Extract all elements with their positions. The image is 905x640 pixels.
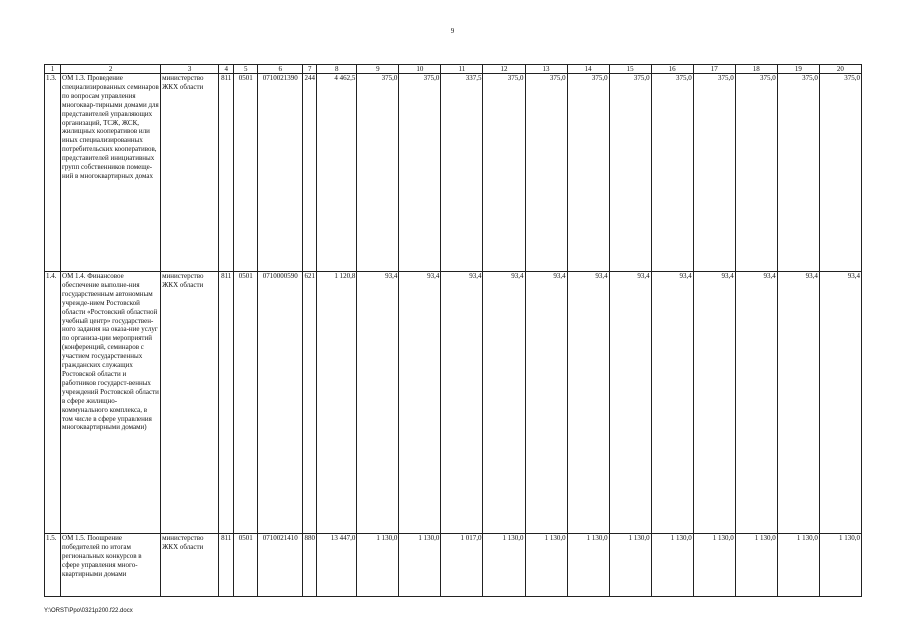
column-number: 10 [399,65,441,74]
activity-name: ОМ 1.3. Проведение специализированных семинаров по вопросам управления многоквар-тирными домами для представителей управляющих организаций, ТСЖ, ЖСК, жилищных кооперативов или иных специализированных потребительских кооперативов, представителей инициативных групп собственников помеще-ний в многоквартирных домах [61,74,161,272]
year-amount: 1 130,0 [735,534,777,597]
total-amount: 1 120,8 [317,272,357,534]
csr-code: 0710021410 [258,534,303,597]
csr-code: 0710021390 [258,74,303,272]
column-number: 12 [483,65,525,74]
column-number: 19 [777,65,819,74]
column-number: 2 [61,65,161,74]
file-path-footer: Y:\ORST\Ppo\0321p200.f22.docx [44,608,133,614]
year-amount: 1 130,0 [525,534,567,597]
column-number: 1 [45,65,61,74]
year-amount: 1 130,0 [483,534,525,597]
year-amount: 1 130,0 [567,534,609,597]
activity-name: ОМ 1.4. Финансовое обеспечение выполне-ния государственным автономным учрежде-нием Ростовской области «Ростовский областной учебный центр» государствен-ного задания на оказа-ние услуг по организа-ции мероприятий (конференций, семинаров с участием государственных гражданских служащих Ростовской области и работников государст-венных учреждений Ростовской области в сфере жилищно-коммунального комплекса, в том числе в сфере управления многоквартирными домами) [61,272,161,534]
year-amount: 375,0 [567,74,609,272]
year-amount: 375,0 [399,74,441,272]
column-number: 17 [693,65,735,74]
year-amount: 93,4 [357,272,399,534]
year-amount: 1 130,0 [777,534,819,597]
column-number: 20 [819,65,861,74]
year-amount: 93,4 [693,272,735,534]
year-amount: 93,4 [441,272,483,534]
table-row [45,272,862,534]
executor: министерство ЖКХ области [161,74,219,272]
table-row [45,534,862,597]
year-amount: 93,4 [819,272,861,534]
year-amount: 375,0 [357,74,399,272]
year-amount: 375,0 [483,74,525,272]
column-number: 5 [234,65,258,74]
year-amount: 1 017,0 [441,534,483,597]
vr-code: 880 [303,534,317,597]
row-code: 1.5. [45,534,61,597]
page-number: 9 [450,27,455,35]
year-amount: 337,5 [441,74,483,272]
year-amount: 93,4 [777,272,819,534]
vr-code: 244 [303,74,317,272]
column-number: 3 [161,65,219,74]
rzpr-code: 0501 [234,272,258,534]
year-amount: 375,0 [819,74,861,272]
year-amount: 93,4 [609,272,651,534]
column-number: 13 [525,65,567,74]
column-number: 11 [441,65,483,74]
column-number: 16 [651,65,693,74]
year-amount: 1 130,0 [651,534,693,597]
csr-code: 0710000590 [258,272,303,534]
grbs-code: 811 [219,74,234,272]
year-amount: 375,0 [777,74,819,272]
column-number: 15 [609,65,651,74]
budget-table [44,64,862,597]
vr-code: 621 [303,272,317,534]
year-amount: 375,0 [525,74,567,272]
year-amount: 93,4 [567,272,609,534]
column-number: 18 [735,65,777,74]
year-amount: 375,0 [735,74,777,272]
grbs-code: 811 [219,534,234,597]
column-number: 6 [258,65,303,74]
table-row [45,74,862,272]
column-number-row [45,65,862,74]
year-amount: 1 130,0 [693,534,735,597]
executor: министерство ЖКХ области [161,272,219,534]
column-number: 7 [303,65,317,74]
column-number: 14 [567,65,609,74]
column-number: 4 [219,65,234,74]
executor: министерство ЖКХ области [161,534,219,597]
row-code: 1.4. [45,272,61,534]
year-amount: 1 130,0 [357,534,399,597]
activity-name: ОМ 1.5. Поощрение победителей по итогам региональных конкурсов в сфере управления много-квартирными домами [61,534,161,597]
year-amount: 375,0 [609,74,651,272]
column-number: 8 [317,65,357,74]
year-amount: 93,4 [399,272,441,534]
year-amount: 375,0 [693,74,735,272]
year-amount: 375,0 [651,74,693,272]
rzpr-code: 0501 [234,534,258,597]
total-amount: 4 462,5 [317,74,357,272]
total-amount: 13 447,0 [317,534,357,597]
year-amount: 93,4 [651,272,693,534]
year-amount: 93,4 [483,272,525,534]
year-amount: 93,4 [735,272,777,534]
year-amount: 93,4 [525,272,567,534]
year-amount: 1 130,0 [819,534,861,597]
row-code: 1.3. [45,74,61,272]
year-amount: 1 130,0 [399,534,441,597]
year-amount: 1 130,0 [609,534,651,597]
grbs-code: 811 [219,272,234,534]
rzpr-code: 0501 [234,74,258,272]
column-number: 9 [357,65,399,74]
